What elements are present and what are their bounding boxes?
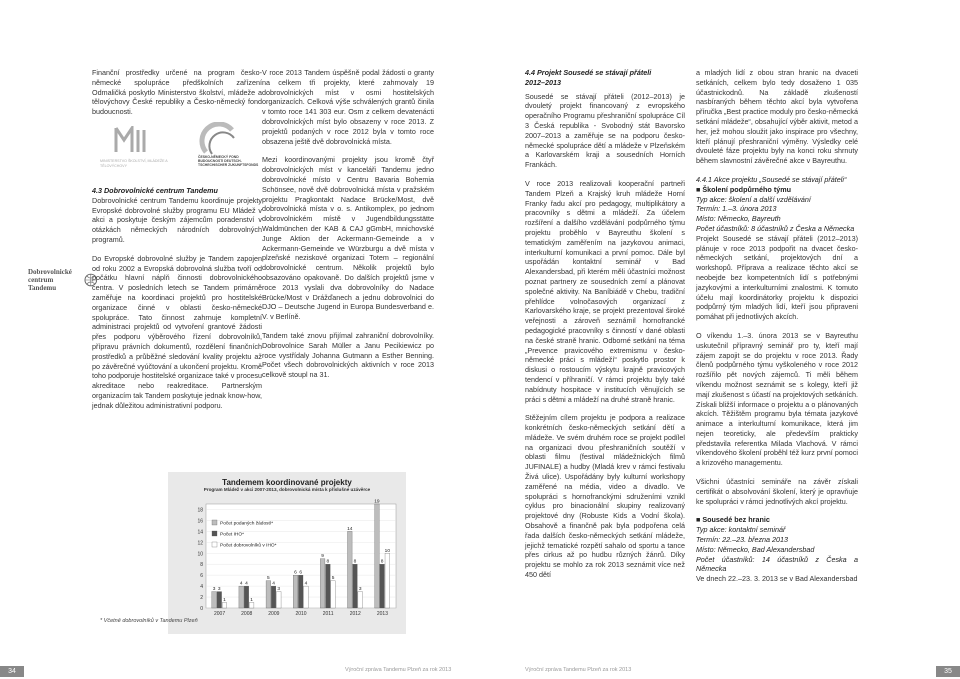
y-tick-label: 18 [197,507,203,514]
bar-value-label: 3 [277,587,281,593]
event-1-title: ■ Školení podpůrného týmu [696,184,791,194]
right-paragraph-2: V roce 2013 realizovali kooperační partneři Tandem Plzeň a Krajský kruh mládeže Horní Franky řadu akcí pro pedagogy, multiplikátory a pracovníky s dětmi a mládeží. Za účelem rozšíření a dalšího vzdělávání podpůrného týmu projektu proběhlo v Bayreuthu školení s tematickým zaměřením na jazykovou animaci, interkulturní komunikaci a první pomoc. Dále byl uspořádán kontaktní seminář v Bad Alexandersbad, při kterém měli účastníci možnost poznat partnery ze sousedních zemí a plánovat společné aktivity. Na Baníbiádě v Chebu, tradiční přehlídce volnočasových organizací z Karlovarského kraje, se projekt prezentoval široké veřejnosti a zároveň seznámil hornofrancké pedagogické pracovníky s činností v dané oblasti na české straně hranic. Odborné setkání na téma „Prevence pravicového extremismu v česko-německé práci s mládeží“ poskytlo prostor k diskusi o rostoucím výskytu krajně pravicových tendencí v příhraničí. V rámci projektu byly také nabídnuty hospitace v institucích věnujících se práci s dětmi a mládeží na druhé straně hranic. [525,178,685,404]
event-1-count: Počet účastníků: 8 účastníků z Česka a Německa [696,223,855,233]
bar [347,531,352,608]
chart-subtitle: Program Mládež v akci 2007-2013, dobrovolnická místa k příslušné uzávěrce [203,487,371,492]
bar [271,586,276,608]
y-tick-label: 6 [200,573,203,580]
fond-logo-mark [198,122,238,156]
left-column [92,68,262,117]
chart-footnote: * Včetně dobrovolníků v Tandemu Plzeň [100,618,198,624]
bar-value-label: 19 [374,499,380,505]
left-section [92,186,262,411]
bar-value-label: 3 [217,587,221,593]
event-2-place: Místo: Německo, Bad Alexandersbad [696,544,815,554]
y-tick-label: 4 [200,584,203,591]
bar-value-label: 8 [353,559,357,565]
fond-logo [198,122,260,167]
event-1-type: Typ akce: školení a další vzdělávání [696,194,811,204]
y-tick-label: 10 [197,551,203,558]
legend-swatch [212,542,217,547]
footer-text-left: Výroční zpráva Tandemu Plzeň za rok 2013 [345,667,452,673]
side-logo-line-1: Dobrovolnické [28,268,72,276]
x-tick-label: 2013 [376,611,388,617]
msmt-logo [100,126,190,168]
y-tick-label: 16 [197,518,203,525]
bar [380,564,385,608]
right-paragraph-r4: Všichni účastníci semináře na závěr získali certifikát o absolvování školení, který je opravňuje ke spolupráci v rámci jednotlivých akcí projektu. [696,477,858,506]
bar [326,564,331,608]
bar [298,575,303,608]
bar-value-label: 1 [223,598,226,604]
bar-value-label: 8 [380,559,384,565]
bar [304,586,309,608]
x-tick-label: 2008 [241,611,253,617]
chart-title: Tandemem koordinované projekty [222,478,352,487]
right-column-1 [525,68,685,580]
event-2-type: Typ akce: kontaktní seminář [696,525,786,535]
event-1-place: Místo: Německo, Bayreuth [696,214,781,224]
chart-plot [168,496,406,631]
y-tick-label: 8 [200,562,203,569]
bar [266,581,271,608]
right-paragraph-r1: a mladých lidí z obou stran hranic na dvaceti setkáních, celkem bylo tedy dosaženo 1 035 účastnickodnů. Na základě zkušeností nasbíraných během těchto akcí byla vytvořena příručka „Best practice moduly pro česko-německá setkání mládeže“, obsahující výběr aktivit, metod a her, jež mohou sloužit jako inspirace pro všechny, kteří plánují přeshraniční výměny. Výsledky celé dvouleté fáze projektu byly na konci roku shrnuty během slavnostní závěrečné akce v Bayreuthu. [696,68,858,166]
bar-value-label: 4 [245,581,248,587]
bar-value-label: 3 [212,587,216,593]
bar-value-label: 6 [294,570,297,576]
y-tick-label: 14 [197,529,203,536]
x-tick-label: 2012 [349,611,361,617]
globe-icon [84,273,98,287]
bar [222,603,227,608]
dobrovolnicke-centrum-logo [28,268,98,292]
subsection-heading: 4.4.1 Akce projektu „Sousedé se stávají přáteli“ [696,174,847,184]
bar-value-label: 8 [326,559,330,565]
bar-value-label: 4 [304,581,308,587]
bar-value-label: 9 [321,554,324,560]
right-paragraph-3: Stěžejním cílem projektu je podpora a realizace konkrétních česko-německých setkání dětí a mládeže. Ve svém druhém roce se projekt podílel na organizaci dvou přeshraničních soutěží v oblasti filmu (festival mládežnických filmů JUFINALE) a hudby (Mladá krev v rámci festivalu Živá ulice). Uspořádány byly kulturní workshopy zaměřené na média, video a divadlo. Ve spolupráci s hornofranckými sdruženími vznikl cyklus pro binacionální skupiny realizovaný projektové dny (Robuste Kids a Vodní škola). Obsahově a finančně pak byla podpořena celá řada dalších česko-německých setkání mládeže, jejichž tematické rozpětí sahalo od sportu a tance přes cirkus až po hudbu různých žánrů. Díky projektu se mohlo za rok 2013 seznámit více než 450 dětí [525,413,685,580]
bar-value-label: 4 [239,581,243,587]
y-tick-label: 12 [197,540,203,547]
bar [212,592,217,608]
legend-swatch [212,531,217,536]
bar [239,586,244,608]
x-tick-label: 2010 [295,611,307,617]
right-column-2 [696,68,858,584]
right-paragraph-r5: Ve dnech 22.–23. 3. 2013 se v Bad Alexandersbad [696,574,858,584]
bar [375,504,380,608]
funding-text: Finanční prostředky určené na program česko-německé spolupráce předškolních zařízení Odmaličká poskytlo Ministerstvo školství, mládeže a tělovýchovy České republiky a Česko-německý fond budoucnosti. [92,68,262,117]
bar-value-label: 10 [384,548,391,554]
bar-value-label: 14 [347,526,353,532]
left-paragraph-1: Dobrovolnické centrum Tandemu koordinuje projekty Evropské dobrovolné služby programu EU Mládež v akci a poskytuje českým zájemcům poradenství v otázkách německých národních dobrovolných programů. [92,195,262,244]
page-footer [0,664,960,679]
event-2-date: Termín: 22.–23. března 2013 [696,535,789,545]
bar [358,592,363,608]
legend-label: Počet IHO* [220,532,244,538]
event-1-date: Termín: 1.–3. února 2013 [696,204,777,214]
fond-logo-text: ČESKO-NĚMECKÝ FOND BUDOUCNOSTI DEUTSCH-TSCHECHISCHER ZUKUNFTSFONDS [198,155,259,167]
bar-value-label: 6 [299,570,303,576]
left-paragraph-2: Do Evropské dobrovolné služby je Tandem zapojen od roku 2002 a Evropská dobrovolná služba tvoří od počátku hlavní náplň činnosti dobrovolnického centra. V posledních letech se Tandem primárně zaměřuje na koordinaci projektů pro hostitelské organizace činné v oblasti česko-německé spolupráce. Tato činnost zahrnuje kompletní administraci projektů od vytvoření grantové žádosti přes podporu výběrového řízení dobrovolníků, přípravu právních dokumentů, rozdělení finančních prostředků a průběžné sledování kvality projektu až po závěrečné vyúčtování a ukončení projektu. Kromě toho podporuje hostitelské organizace také v procesu akreditace nebo reakreditace. Partnerským organizacím tak Tandem poskytuje jednak know-how, jednak důležitou administrativní podporu. [92,253,262,410]
bar-value-label: 1 [250,598,253,604]
bar-value-label: 4 [272,581,275,587]
msmt-logo-mark [110,126,150,154]
middle-column [262,68,434,389]
event-2-count: Počet účastníků: 14 účastníků z Česka a Německa [696,554,858,574]
mid-paragraph-1: V roce 2013 Tandem úspěšně podal žádosti o granty na celkem tři projekty, které zahrnovaly 19 dobrovolnických míst v osmi hostitelských organizacích. Celková výše schválených grantů činila v tomto roce 141 303 eur. Osm z celkem devatenácti dobrovolnických míst bylo obsazeny v roce 2013. Z projektů podaných v roce 2012 byla v tomto roce obsazena ještě dvě dobrovolnická místa. [262,68,434,146]
side-logo-line-2: centrum Tandemu [28,276,57,292]
y-tick-label: 0 [200,606,203,612]
bar [293,575,298,608]
bar [353,564,358,608]
bar [385,553,390,608]
right-years: 2012–2013 [525,77,561,87]
legend-label: Počet podaných žádostí* [220,521,274,527]
bar-value-label: 5 [331,576,335,582]
right-paragraph-r3: O víkendu 1.–3. února 2013 se v Bayreuthu uskutečnil přípravný seminář pro ty, kteří mají zájem zapojit se do projektu v roce 2013. Řady členů podpůrného týmu vyškoleného v roce 2012 rozšířilo pět nových zájemců. Ti měli během víkendu možnost seznámit se s kolegy, kteří již mají zkušenost s účastí na projektových setkáních. Získali bližší informace o projektu a o plánovaných akcích. Těžištěm programu byla témata jazykové animace a interkulturní komunikace, která jim nejen teoreticky, ale především prakticky představila referentka Milada Vlachová. V rámci víkendového školení proběhl též kurz první pomoci a krizového managementu. [696,330,858,468]
bar [217,592,222,608]
y-tick-label: 2 [200,595,203,602]
x-tick-label: 2007 [214,611,226,617]
mid-paragraph-3: Tandem také znovu přijímal zahraniční dobrovolníky. Dobrovolnice Sarah Müller a Janu Pecikiewicz po roce vystřídaly Johanna Gutmann a Esther Benning. Počet všech dobrovolnických aktivních v roce 2013 celkově stoupl na 31. [262,330,434,380]
mid-paragraph-2: Mezi koordinovanými projekty jsou kromě čtyř dobrovolnických míst v kanceláři Tandemu jedno dobrovolnické místo v Centru Bavaria Bohemia Schönsee, nově dvě dobrovolnická místa v pražském projektu Pragkontakt Nadace Brücke/Most, dvě dobrovolnická místa v o. s. Antikomplex, po jednom dobrovolnickém místě v Jugendbildungsstätte Waldmünchen der KAB & CAJ gGmbH, mnichovské Junge Aktion der Ackermann-Gemeinde a v Ackermann-Gemeinde ve Würzburgu a dvě místa v plzeňské neziskové organizaci Totem – regionální dobrovolnické centrum. Několik projektů bylo obsazováno opakovaně. Do dalších projektů jsme v roce 2013 vyslali dva dobrovolníky do Nadace Brücke/Most v Drážďanech a jednu dobrovolnici do DJO – Deutsche Jugend in Europa Bundesverband e. V. v Berlíně. [262,155,434,322]
bar [320,559,325,608]
legend-label: Počet dobrovolníků v IHO* [220,543,277,549]
legend-swatch [212,520,217,525]
right-paragraph-r2: Projekt Sousedé se stávají přáteli (2012–2013) plánuje v roce 2013 podpořit na dvacet česko-německých setkání, projektových dní a workshopů. Příprava a realizace těchto akcí se neobejde bez kompetentních lidí s potřebnými jazykovými a interkulturními znalostmi. K tomuto účelu mají koordinátorky projektu k dispozici podpůrný tým mladých lidí, kteří jsou připraveni pomáhat při jednotlivých akcích. [696,233,858,322]
event-2-title: ■ Sousedé bez hranic [696,515,770,525]
section-heading: 4.3 Dobrovolnické centrum Tandemu [92,186,218,195]
bar [249,603,254,608]
projects-chart [168,472,406,634]
right-heading: 4.4 Projekt Sousedé se stávají přáteli [525,68,652,77]
page-number-left: 34 [0,666,24,677]
right-paragraph-1: Sousedé se stávají přáteli (2012–2013) je dvouletý projekt financovaný z evropského operačního Programu přeshraniční spolupráce Cíl 3 Česká republika - Svobodný stát Bavorsko 2007–2013 a zaměřuje se na podporu česko-německé spolupráce dětí a mládeže v Plzeňském a Karlovarském kraji a sousedních Horních Frankách. [525,91,685,170]
bar-value-label: 5 [267,576,270,582]
bar [276,592,281,608]
x-tick-label: 2011 [322,611,334,617]
bar [331,581,336,608]
msmt-logo-text: MINISTERSTVO ŠKOLSTVÍ, MLÁDEŽE A TĚLOVÝCHOVY [100,159,168,168]
footer-text-right: Výroční zpráva Tandemu Plzeň za rok 2013 [525,667,632,673]
bar-value-label: 3 [358,587,362,593]
x-tick-label: 2009 [268,611,280,617]
page-number-right: 35 [936,666,960,677]
bar [244,586,249,608]
